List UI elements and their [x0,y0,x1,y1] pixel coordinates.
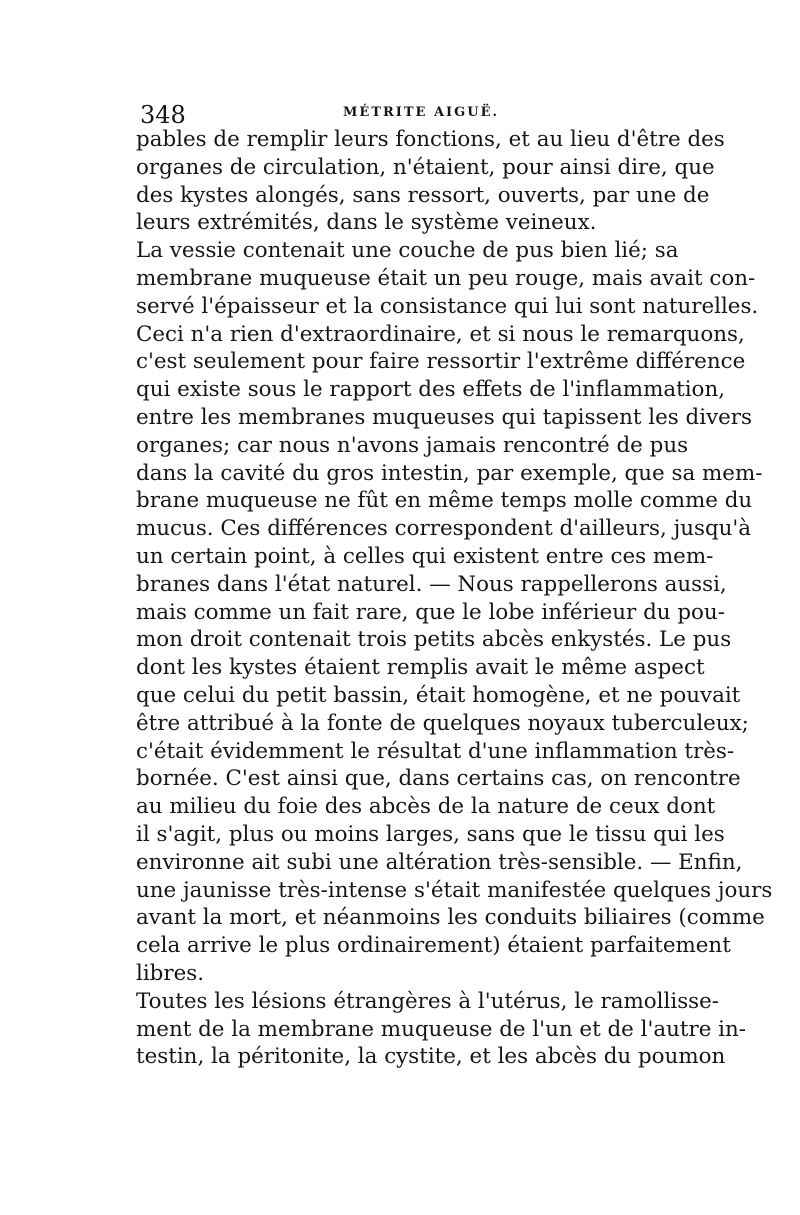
text-line: membrane muqueuse était un peu rouge, mais avait con- [136,265,756,291]
text-line: branes dans l'état naturel. — Nous rappellerons aussi, [136,571,727,597]
text-line: c'était évidemment le résultat d'une inflammation très- [136,738,735,764]
text-line: c'est seulement pour faire ressortir l'extrême différence [136,349,746,375]
running-head: MÉTRITE AIGUË. [343,105,500,120]
body-text [136,126,773,1071]
page-header [140,97,665,127]
text-line: ment de la membrane muqueuse de l'un et de l'autre in- [136,1016,746,1042]
text-line: qui existe sous le rapport des effets de l'inflammation, [136,377,726,403]
text-line: être attribué à la fonte de quelques noyaux tuberculeux; [136,710,749,736]
text-line: entre les membranes muqueuses qui tapissent les divers [136,404,753,430]
text-line: La vessie contenait une couche de pus bien lié; sa [136,238,679,264]
text-line: une jaunisse très-intense s'était manifestée quelques jours [136,877,773,903]
text-line: mucus. Ces différences correspondent d'ailleurs, jusqu'à [136,516,752,542]
text-line: dans la cavité du gros intestin, par exemple, que sa mem- [136,460,763,486]
text-line: organes; car nous n'avons jamais rencontré de pus [136,432,689,458]
text-line: libres. [136,960,205,986]
text-line: avant la mort, et néanmoins les conduits biliaires (comme [136,905,765,931]
text-line: leurs extrémités, dans le système veineux. [136,210,597,236]
text-line: cela arrive le plus ordinairement) étaient parfaitement [136,933,731,959]
text-line: Toutes les lésions étrangères à l'utérus, le ramollisse- [136,988,720,1014]
text-line: que celui du petit bassin, était homogène, et ne pouvait [136,682,741,708]
text-line: mon droit contenait trois petits abcès enkystés. Le pus [136,627,732,653]
text-line: organes de circulation, n'étaient, pour ainsi dire, que [136,154,715,180]
text-line: testin, la péritonite, la cystite, et les abcès du poumon [136,1044,726,1070]
text-line: brane muqueuse ne fût en même temps molle comme du [136,488,753,514]
text-line: dont les kystes étaient remplis avait le même aspect [136,655,705,681]
text-line: bornée. C'est ainsi que, dans certains cas, on rencontre [136,766,741,792]
text-line: au milieu du foie des abcès de la nature de ceux dont [136,794,716,820]
text-line: servé l'épaisseur et la consistance qui lui sont naturelles. [136,293,759,319]
text-line: des kystes alongés, sans ressort, ouverts, par une de [136,182,710,208]
text-line: mais comme un fait rare, que le lobe inférieur du pou- [136,599,725,625]
text-line: pables de remplir leurs fonctions, et au lieu d'être des [136,127,725,152]
page-number: 348 [140,101,186,129]
text-line: Ceci n'a rien d'extraordinaire, et si nous le remarquons, [136,321,745,347]
text-line: il s'agit, plus ou moins larges, sans que le tissu qui les [136,821,725,847]
text-line: un certain point, à celles qui existent entre ces mem- [136,543,714,569]
text-line: environne ait subi une altération très-sensible. — Enfin, [136,849,743,875]
